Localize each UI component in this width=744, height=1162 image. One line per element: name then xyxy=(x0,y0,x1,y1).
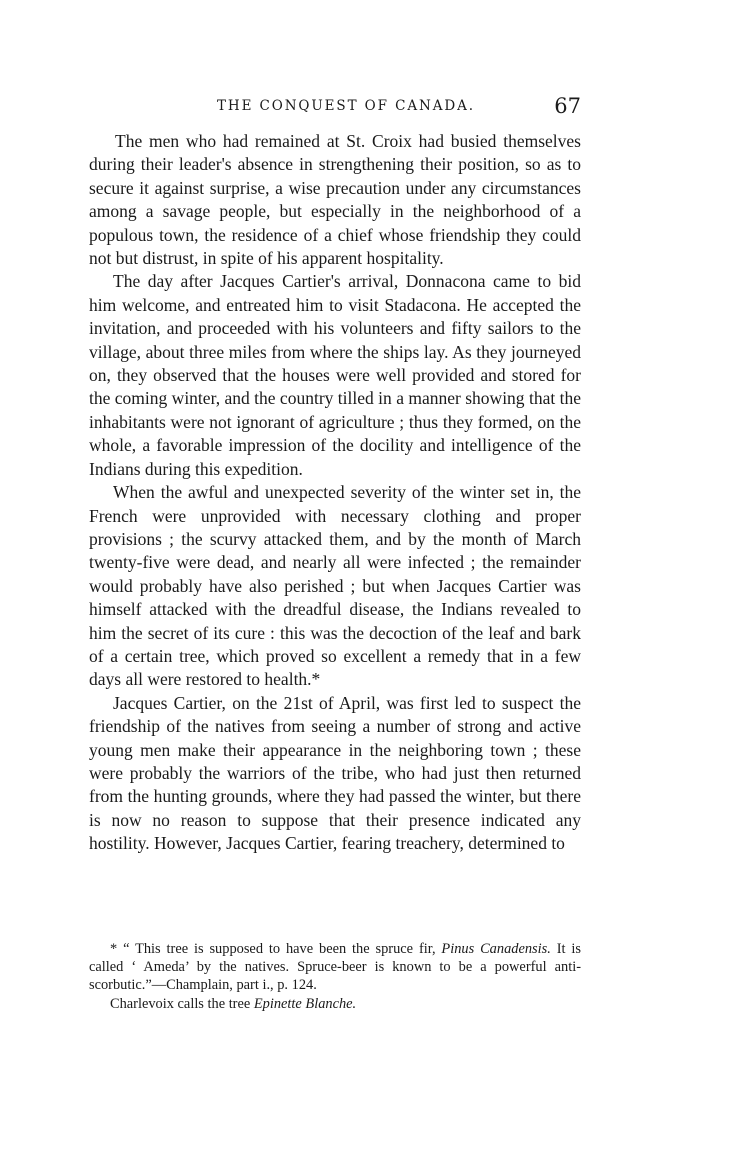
running-head xyxy=(117,94,581,118)
paragraph: Jacques Cartier, on the 21st of April, was first led to suspect the friendship of the natives from seeing a number of strong and active young men make their appearance in the neighboring town ; these were probably the warriors of the tribe, who had just then returned from the hunting grounds, where they had passed the winter, but there is now no reason to suppose that their presence indicated any hostility. However, Jacques Cartier, fearing treachery, determined to xyxy=(89,692,581,854)
body-text xyxy=(89,130,581,856)
running-title: THE CONQUEST OF CANADA. xyxy=(217,98,475,114)
footnote-tree-name: Epinette Blanche. xyxy=(253,995,357,1012)
page-number: 67 xyxy=(554,94,581,118)
footnote-second-lead: Charlevoix calls the tree xyxy=(110,995,254,1012)
footnote xyxy=(89,940,581,995)
paragraph: When the awful and unexpected severity of the winter set in, the French were unprovided with necessary clothing and proper provisions ; the scurvy attacked them, and by the month of March twenty-five were dead, and nearly all were infected ; the remainder would probably have also perished ; but when Jacques Cartier was himself attacked with the dreadful disease, the Indians revealed to him the secret of its cure : this was the decoction of the leaf and bark of a certain tree, which proved so excellent a remedy that in a few days all were restored to health.* xyxy=(89,482,581,690)
footnote-continuation xyxy=(89,995,581,1013)
footnote-lead: * “ This tree is supposed to have been the spruce fir, xyxy=(110,941,442,957)
paragraph: The men who had remained at St. Croix had busied themselves during their leader's absence in strengthening their position, so as to secure it against surprise, a wise precaution under any circumstances among a savage people, but especially in the neighborhood of a populous town, the residence of a chief whose friendship they could not but distrust, in spite of his apparent hospitality. xyxy=(89,131,581,269)
paragraph: The day after Jacques Cartier's arrival, Donnacona came to bid him welcome, and entreated him to visit Stadacona. He accepted the invitation, and proceeded with his volunteers and fifty sailors to the village, about three miles from where the ships lay. As they journeyed on, they observed that the houses were well provided and stored for the coming winter, and the country tilled in a manner showing that the inhabitants were not ignorant of agriculture ; thus they formed, on the whole, a favorable impression of the docility and intelligence of the Indians during this expedition. xyxy=(89,271,581,479)
footnote-species: Pinus Canadensis. xyxy=(441,941,551,957)
footnotes xyxy=(89,940,581,1013)
footnote-rest: It is called ‘ Ameda’ by the natives. Spruce-beer is known to be a powerful anti-scorbutic.”—Champlain, part i., p. 124. xyxy=(89,941,581,994)
